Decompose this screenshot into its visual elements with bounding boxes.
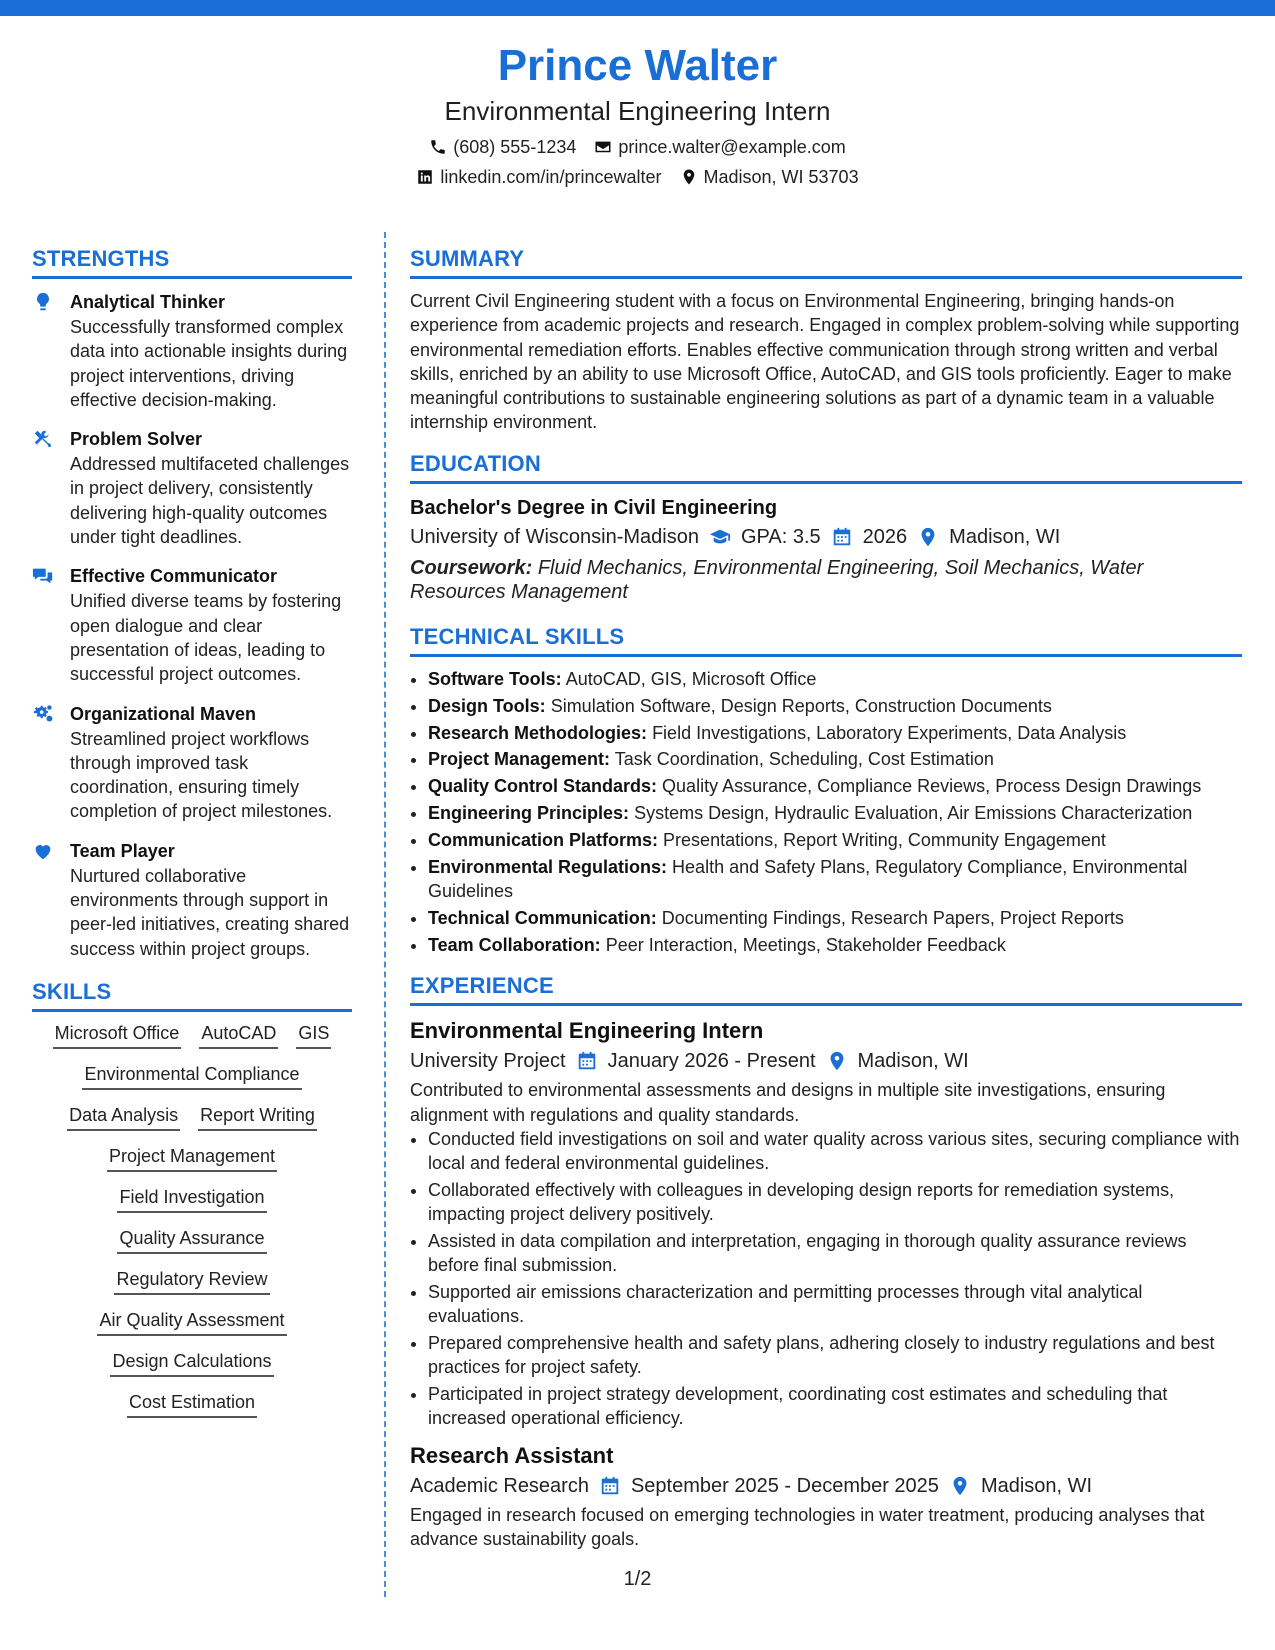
strength-head: Problem Solver: [70, 429, 203, 450]
tech-skill-value: Peer Interaction, Meetings, Stakeholder Feedback: [605, 935, 1006, 956]
page-number: 1/2: [623, 1568, 652, 1590]
job-bullet: • Supported air emissions characterization and permitting processes through vital analytical evaluations.: [428, 1280, 1242, 1329]
job-bullet: • Prepared comprehensive health and safety plans, adhering closely to industry regulations and best practices for project safety.: [428, 1331, 1242, 1380]
job-bullet: • Participated in project strategy development, coordinating cost estimates and scheduling that increased operational efficiency.: [428, 1382, 1242, 1431]
strength-desc: Nurtured collaborative environments through support in peer-led initiatives, creating shared success within project groups.: [70, 865, 350, 959]
strength-desc: Addressed multifaceted challenges in project delivery, consistently delivering high-quality outcomes under tight deadlines.: [70, 454, 350, 548]
map-pin-icon: [949, 1475, 971, 1497]
skill-tag: GIS: [296, 1022, 331, 1049]
skill-tag: Regulatory Review: [114, 1268, 269, 1295]
technical-skill-item: [428, 747, 1242, 771]
tools-icon: [32, 428, 54, 450]
strength-item: [32, 289, 352, 412]
job-bullet: • Assisted in data compilation and interpretation, engaging in thorough quality assurance reviews before final submission.: [428, 1229, 1242, 1278]
skill-row: [32, 1227, 352, 1254]
strength-head: Organizational Maven: [70, 703, 257, 724]
email-text: prince.walter@example.com: [618, 137, 846, 157]
job-meta: [410, 1471, 1242, 1501]
calendar-icon: [831, 526, 853, 548]
map-pin-icon: [826, 1050, 848, 1072]
skill-tag: Project Management: [107, 1145, 277, 1172]
location-contact: [680, 164, 859, 190]
skill-tag: Environmental Compliance: [82, 1063, 301, 1090]
email-contact[interactable]: [594, 134, 845, 160]
strength-head: Analytical Thinker: [70, 292, 226, 312]
tech-skill-label: Team Collaboration:: [428, 935, 601, 956]
skill-tag: Air Quality Assessment: [97, 1309, 286, 1336]
strength-item: [32, 701, 352, 824]
tech-skill-value: Documenting Findings, Research Papers, Project Reports: [661, 908, 1124, 929]
graduation-year: 2026: [862, 525, 908, 548]
contact-row-1: [0, 134, 1275, 160]
job-dates: January 2026 - Present: [607, 1050, 816, 1073]
graduation-cap-icon: [709, 526, 731, 548]
tech-skill-label: Project Management:: [428, 749, 611, 770]
calendar-icon: [599, 1475, 621, 1497]
skill-row: [32, 1063, 352, 1090]
technical-skills-heading: TECHNICAL SKILLS: [410, 624, 1242, 657]
job-location: Madison, WI: [857, 1050, 969, 1073]
job-bullets: [410, 1127, 1242, 1431]
column-divider: [384, 232, 386, 1597]
tech-skill-label: Research Methodologies:: [428, 722, 648, 743]
job-dates: September 2025 - December 2025: [630, 1474, 939, 1497]
coursework-label: Coursework:: [410, 556, 533, 579]
strength-item: [32, 426, 352, 549]
tech-skill-value: Field Investigations, Laboratory Experiments, Data Analysis: [652, 722, 1127, 743]
tech-skill-label: Communication Platforms:: [428, 830, 659, 851]
tech-skill-value: Task Coordination, Scheduling, Cost Estimation: [614, 749, 994, 770]
job-title: Environmental Engineering Intern: [410, 1018, 764, 1044]
envelope-icon: [594, 138, 612, 156]
technical-skill-item: [428, 774, 1242, 798]
phone-icon: [429, 138, 447, 156]
calendar-icon: [576, 1050, 598, 1072]
resume-header: [0, 40, 1275, 190]
tech-skill-value: Health and Safety Plans, Regulatory Compliance, Environmental Guidelines: [428, 857, 1188, 902]
linkedin-text: linkedin.com/in/princewalter: [440, 167, 662, 187]
skill-tag: Cost Estimation: [127, 1391, 257, 1418]
location-text: Madison, WI 53703: [703, 167, 859, 187]
technical-skill-item: [428, 667, 1242, 691]
skill-row: [32, 1104, 352, 1131]
technical-skills-list: [410, 667, 1242, 958]
gpa-text: GPA: 3.5: [740, 525, 821, 548]
strength-desc: Streamlined project workflows through improved task coordination, ensuring timely completion of project milestones.: [70, 728, 333, 822]
school-location: Madison, WI: [949, 525, 1061, 548]
education-heading: EDUCATION: [410, 451, 1242, 484]
map-pin-icon: [917, 526, 939, 548]
map-pin-icon: [680, 168, 698, 186]
degree-title: Bachelor's Degree in Civil Engineering: [410, 496, 778, 519]
contact-row-2: [0, 164, 1275, 190]
skill-tag: Data Analysis: [67, 1104, 180, 1131]
linkedin-icon: [416, 168, 434, 186]
skill-tag: Quality Assurance: [117, 1227, 266, 1254]
job-meta: [410, 1046, 1242, 1076]
tech-skill-value: Systems Design, Hydraulic Evaluation, Air Emissions Characterization: [634, 803, 1193, 824]
strengths-heading: STRENGTHS: [32, 246, 352, 279]
phone-text: (608) 555-1234: [453, 137, 577, 157]
coursework-list: Fluid Mechanics, Environmental Engineering, Soil Mechanics, Water Resources Management: [410, 556, 1144, 603]
tech-skill-value: Presentations, Report Writing, Community Engagement: [663, 830, 1106, 851]
phone-contact[interactable]: [429, 134, 576, 160]
skill-row: [32, 1268, 352, 1295]
skill-tag: Design Calculations: [110, 1350, 273, 1377]
technical-skill-item: [428, 721, 1242, 745]
strength-head: Effective Communicator: [70, 566, 278, 587]
skill-row: [32, 1391, 352, 1418]
skill-tag: Field Investigation: [117, 1186, 266, 1213]
skill-row: [32, 1309, 352, 1336]
education-meta: [410, 522, 1242, 552]
skill-tag: AutoCAD: [199, 1022, 278, 1049]
gears-icon: [32, 703, 54, 725]
heart-icon: [32, 840, 54, 862]
skills-heading: SKILLS: [32, 979, 352, 1012]
technical-skill-item: [428, 933, 1242, 957]
job-org: Academic Research: [410, 1474, 589, 1497]
technical-skill-item: [428, 855, 1242, 904]
skill-row: [32, 1145, 352, 1172]
job-org: University Project: [410, 1050, 566, 1073]
skills-list: [32, 1022, 352, 1418]
job-bullet: • Conducted field investigations on soil and water quality across various sites, securing compliance with local and federal environmental guidelines.: [428, 1127, 1242, 1176]
technical-skill-item: [428, 694, 1242, 718]
job-title: Research Assistant: [410, 1442, 614, 1468]
tech-skill-label: Technical Communication:: [428, 908, 657, 929]
skill-tag: Report Writing: [198, 1104, 317, 1131]
strength-head: Team Player: [70, 840, 175, 861]
skill-row: [32, 1022, 352, 1049]
tech-skill-label: Environmental Regulations:: [428, 857, 668, 878]
strength-desc: Unified diverse teams by fostering open dialogue and clear presentation of ideas, leading to successful project outcomes.: [70, 591, 342, 685]
experience-heading: EXPERIENCE: [410, 973, 1242, 1006]
tech-skill-value: Quality Assurance, Compliance Reviews, Process Design Drawings: [662, 776, 1202, 797]
skill-row: [32, 1186, 352, 1213]
top-accent-bar: [0, 0, 1275, 16]
school-name: University of Wisconsin-Madison: [410, 525, 699, 548]
skill-tag: Microsoft Office: [53, 1022, 182, 1049]
summary-text: Current Civil Engineering student with a focus on Environmental Engineering, bringing hands-on experience from academic projects and research. Engaged in complex problem-solving while supporting environmental remediation efforts. Enables effective communication through strong written and verbal skills, enriched by an ability to use Microsoft Office, AutoCAD, and GIS tools proficiently. Eager to make meaningful contributions to sustainable engineering solutions as part of a dynamic team in a valuable internship environment.: [410, 291, 1240, 433]
tech-skill-value: Simulation Software, Design Reports, Construction Documents: [550, 695, 1052, 716]
job-summary: Contributed to environmental assessments and designs in multiple site investigations, ensuring alignment with regulations and quality standards.: [410, 1080, 1166, 1125]
technical-skill-item: [428, 906, 1242, 930]
tech-skill-label: Quality Control Standards:: [428, 776, 658, 797]
candidate-name: Prince Walter: [497, 41, 778, 90]
tech-skill-value: AutoCAD, GIS, Microsoft Office: [565, 668, 817, 689]
tech-skill-label: Engineering Principles:: [428, 803, 630, 824]
job-summary: Engaged in research focused on emerging technologies in water treatment, producing analyses that advance sustainability goals.: [410, 1504, 1205, 1549]
chat-bubbles-icon: [32, 565, 54, 587]
technical-skill-item: [428, 828, 1242, 852]
tech-skill-label: Software Tools:: [428, 668, 562, 689]
strength-desc: Successfully transformed complex data into actionable insights during project interventions, driving effective decision-making.: [70, 317, 348, 410]
strength-item: [32, 563, 352, 686]
summary-heading: SUMMARY: [410, 246, 1242, 279]
skill-row: [32, 1350, 352, 1377]
left-column: [32, 246, 352, 1418]
right-column: [410, 246, 1242, 1551]
coursework: [410, 556, 1242, 604]
job-location: Madison, WI: [980, 1474, 1093, 1497]
linkedin-contact[interactable]: [416, 164, 661, 190]
job-bullet: • Collaborated effectively with colleagues in developing design reports for remediation systems, impacting project delivery positively.: [428, 1178, 1242, 1227]
candidate-title: Environmental Engineering Intern: [444, 96, 831, 126]
technical-skill-item: [428, 801, 1242, 825]
lightbulb-icon: [32, 291, 54, 313]
strength-item: [32, 838, 352, 961]
tech-skill-label: Design Tools:: [428, 695, 546, 716]
